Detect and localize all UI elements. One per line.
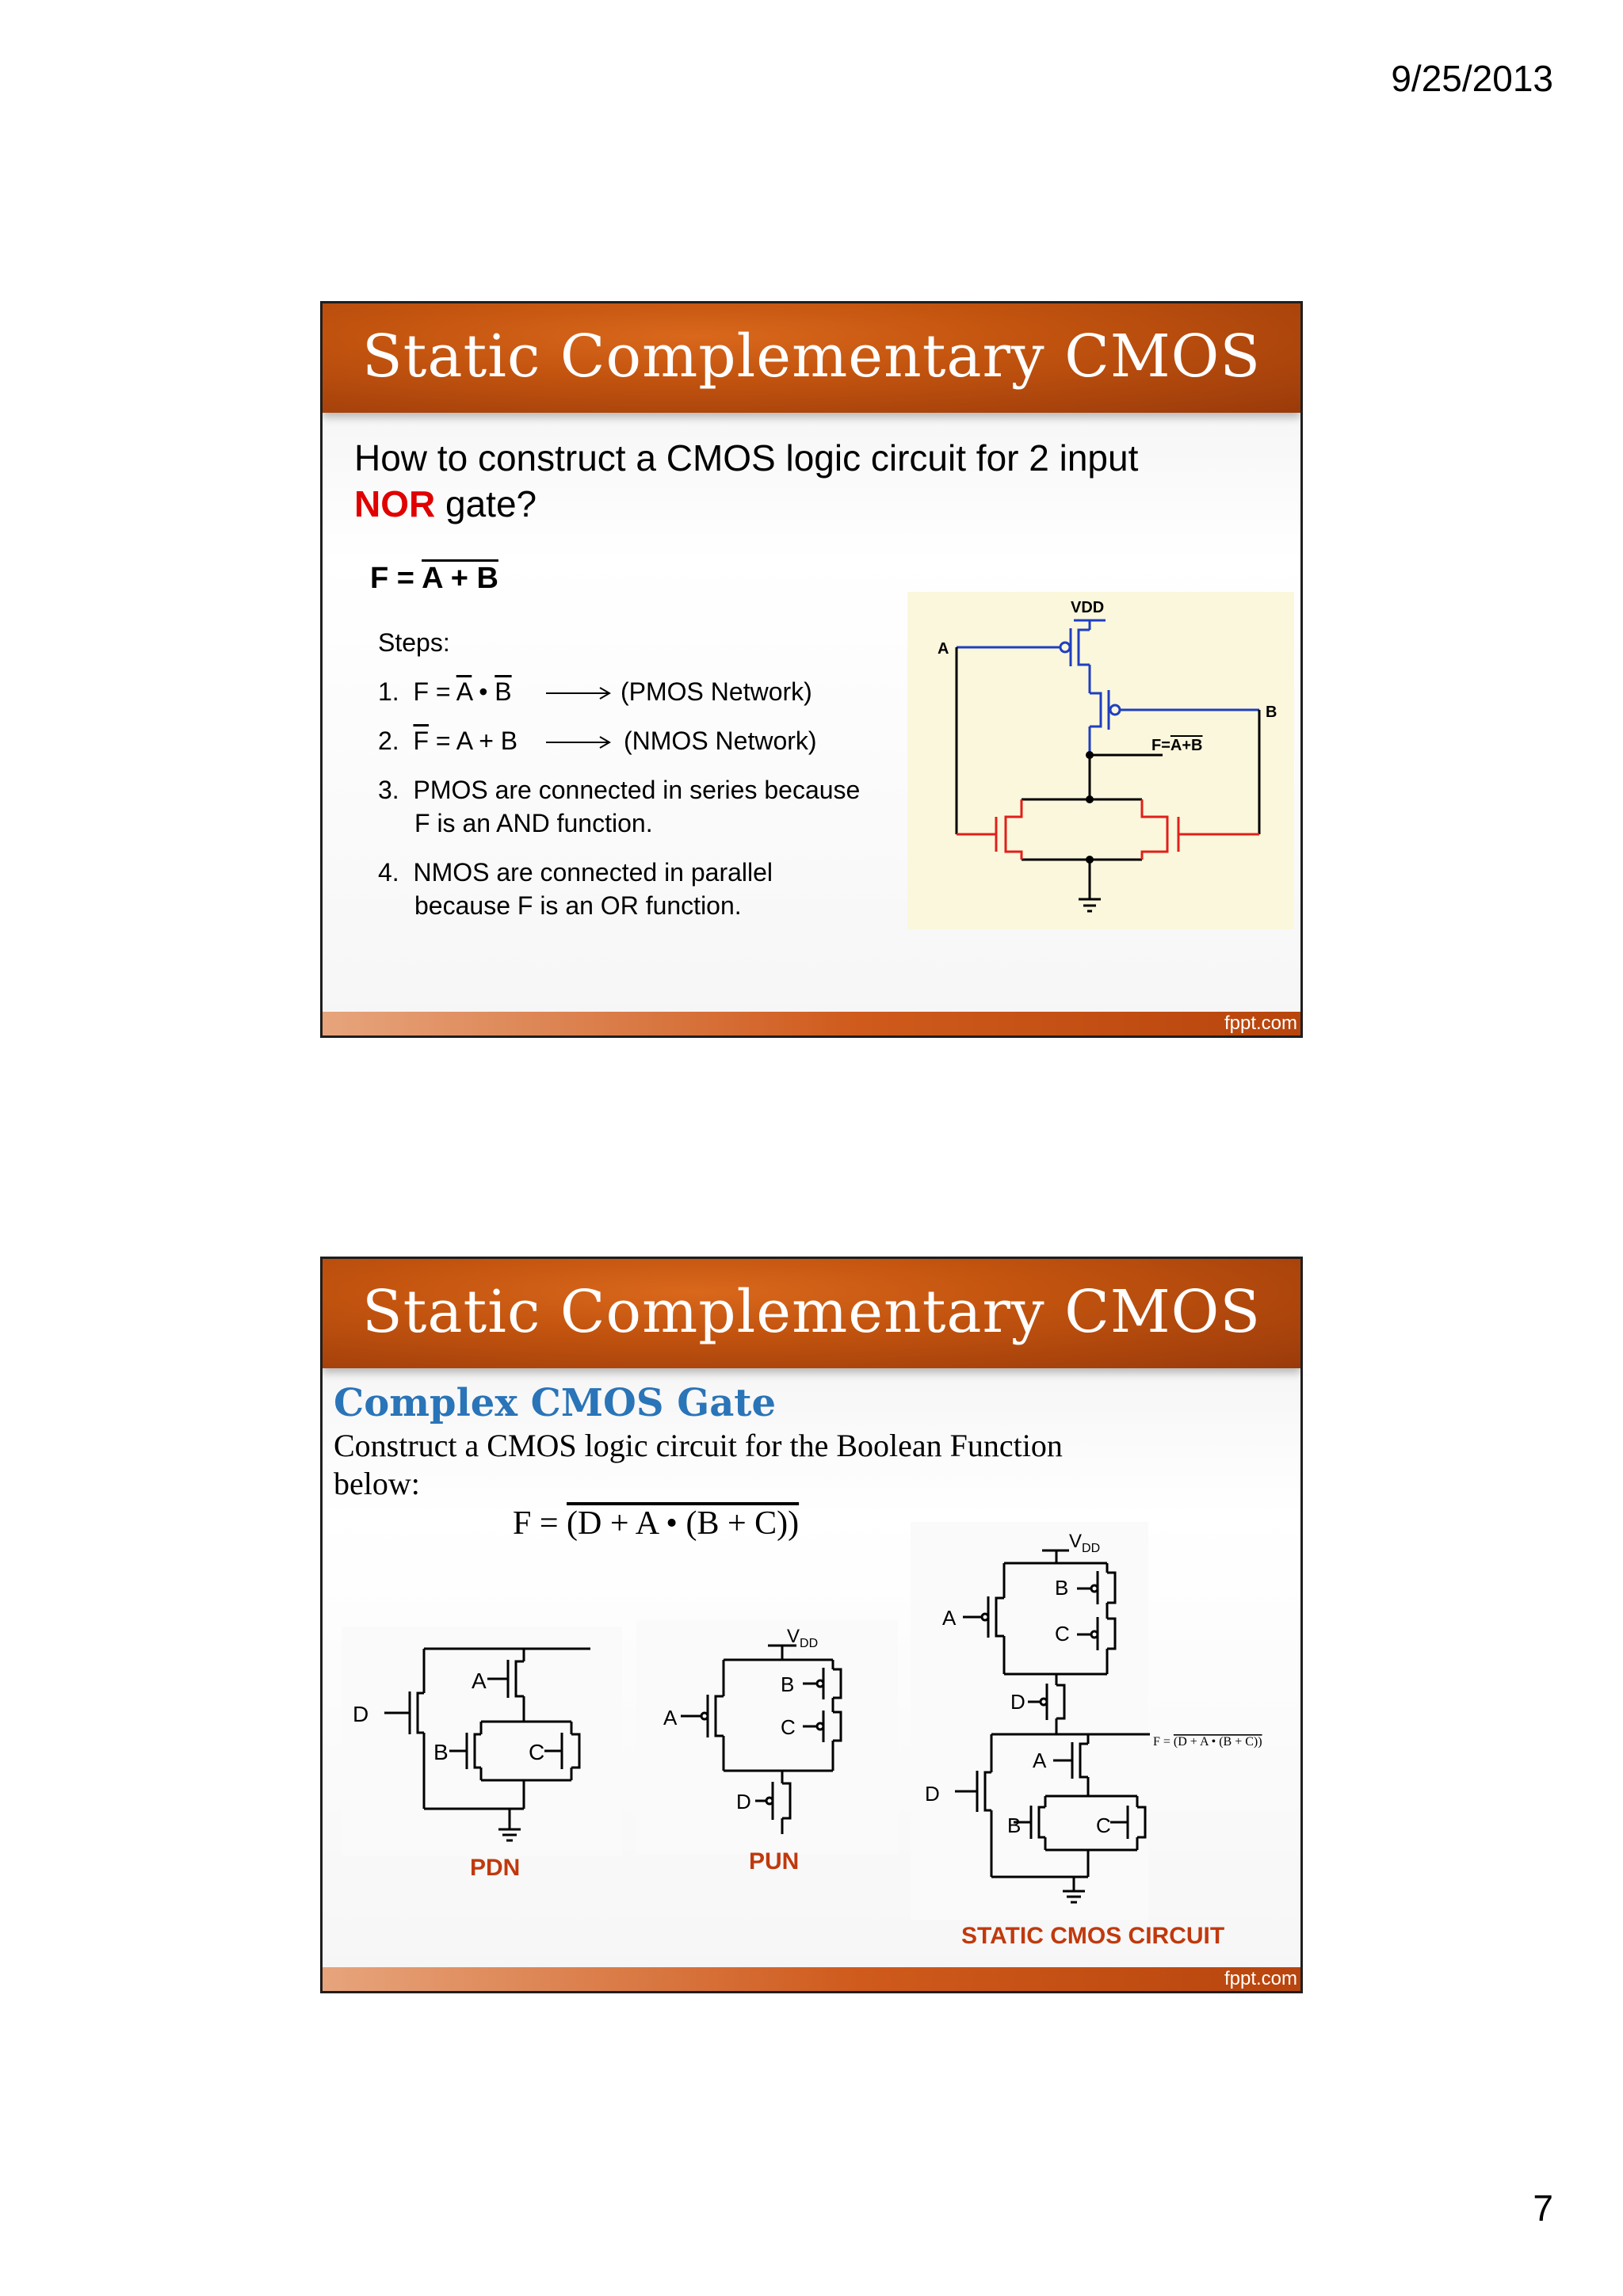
vdd-label: VDD xyxy=(1071,599,1105,616)
node xyxy=(1086,795,1094,803)
footer-brand: fppt.com xyxy=(1224,1013,1297,1034)
label-vdd: $V_{DD}$ xyxy=(787,1626,819,1650)
description-line: Construct a CMOS logic circuit for the Boolean Function xyxy=(334,1428,1063,1463)
output-node xyxy=(1086,751,1094,759)
slide-title-banner xyxy=(323,303,1300,413)
slide-title: Static Complementary CMOS xyxy=(361,322,1262,391)
page-date: 9/25/2013 xyxy=(1391,58,1553,99)
step-3-cont: F is an AND function. xyxy=(414,809,653,837)
page-number: 7 xyxy=(1533,2187,1553,2229)
label-d: D xyxy=(1010,1690,1025,1714)
step-4: 4. NMOS are connected in parallel xyxy=(378,858,773,887)
label-vdd: $V_{DD}$ xyxy=(1069,1531,1101,1555)
slide-complex-gate xyxy=(320,1257,1303,1993)
step-4-cont: because F is an OR function. xyxy=(414,891,742,920)
nor-circuit-diagram xyxy=(907,592,1294,929)
footer-brand: fppt.com xyxy=(1224,1968,1297,1989)
pdn-label: PDN xyxy=(470,1855,521,1881)
slide-subtitle: Complex CMOS Gate xyxy=(334,1381,776,1425)
label-b: B xyxy=(1055,1576,1069,1600)
static-cmos-label: STATIC CMOS CIRCUIT xyxy=(961,1923,1225,1949)
label-d: D xyxy=(925,1782,940,1806)
label-d: D xyxy=(736,1790,751,1814)
slide-title-banner xyxy=(323,1259,1300,1368)
step-1-desc: (PMOS Network) xyxy=(621,677,812,706)
steps-label: Steps: xyxy=(378,628,450,657)
label-c: C xyxy=(529,1740,545,1764)
node xyxy=(1086,856,1094,864)
boolean-formula: F = (D + A • (B + C)) xyxy=(513,1505,800,1542)
slide-title: Static Complementary CMOS xyxy=(361,1278,1262,1346)
output-label: F=A+B xyxy=(1151,737,1203,754)
label-b: B xyxy=(433,1740,449,1764)
label-a: A xyxy=(472,1669,487,1693)
label-a: A xyxy=(942,1606,957,1630)
arrow-icon xyxy=(544,733,616,752)
label-b: B xyxy=(781,1672,795,1696)
label-a: A xyxy=(1033,1749,1047,1772)
input-b-label: B xyxy=(1266,704,1277,721)
output-expression: F = (D + A • (B + C)) xyxy=(1153,1735,1262,1749)
label-c: C xyxy=(1096,1814,1111,1837)
pun-label: PUN xyxy=(749,1848,800,1875)
slide-footer xyxy=(323,1967,1300,1991)
pdn-diagram xyxy=(342,1627,622,1856)
arrow-icon xyxy=(544,684,616,703)
step-2: 2. $\overline{F} = A + B$ xyxy=(378,727,518,755)
step-2-desc: (NMOS Network) xyxy=(624,727,817,755)
question-line: How to construct a CMOS logic circuit for 2 input xyxy=(354,437,1139,479)
slide-footer xyxy=(323,1012,1300,1035)
description-line-2: below: xyxy=(334,1466,420,1501)
slide-nor-gate xyxy=(320,301,1303,1038)
nor-keyword: NOR xyxy=(354,483,436,524)
input-a-label: A xyxy=(938,640,949,658)
question-line-2: NOR gate? xyxy=(354,483,537,524)
label-d: D xyxy=(353,1702,369,1726)
step-1: 1. $F = \overline{A}$ • $\overline{B}$ xyxy=(378,677,512,706)
label-a: A xyxy=(663,1706,678,1730)
label-c: C xyxy=(781,1715,796,1739)
static-cmos-diagram xyxy=(911,1522,1296,1920)
nor-formula: F = A + B xyxy=(370,562,498,595)
label-c: C xyxy=(1055,1622,1070,1646)
pun-diagram xyxy=(636,1620,898,1855)
step-3: 3. PMOS are connected in series because xyxy=(378,776,861,804)
label-b: B xyxy=(1007,1814,1022,1837)
